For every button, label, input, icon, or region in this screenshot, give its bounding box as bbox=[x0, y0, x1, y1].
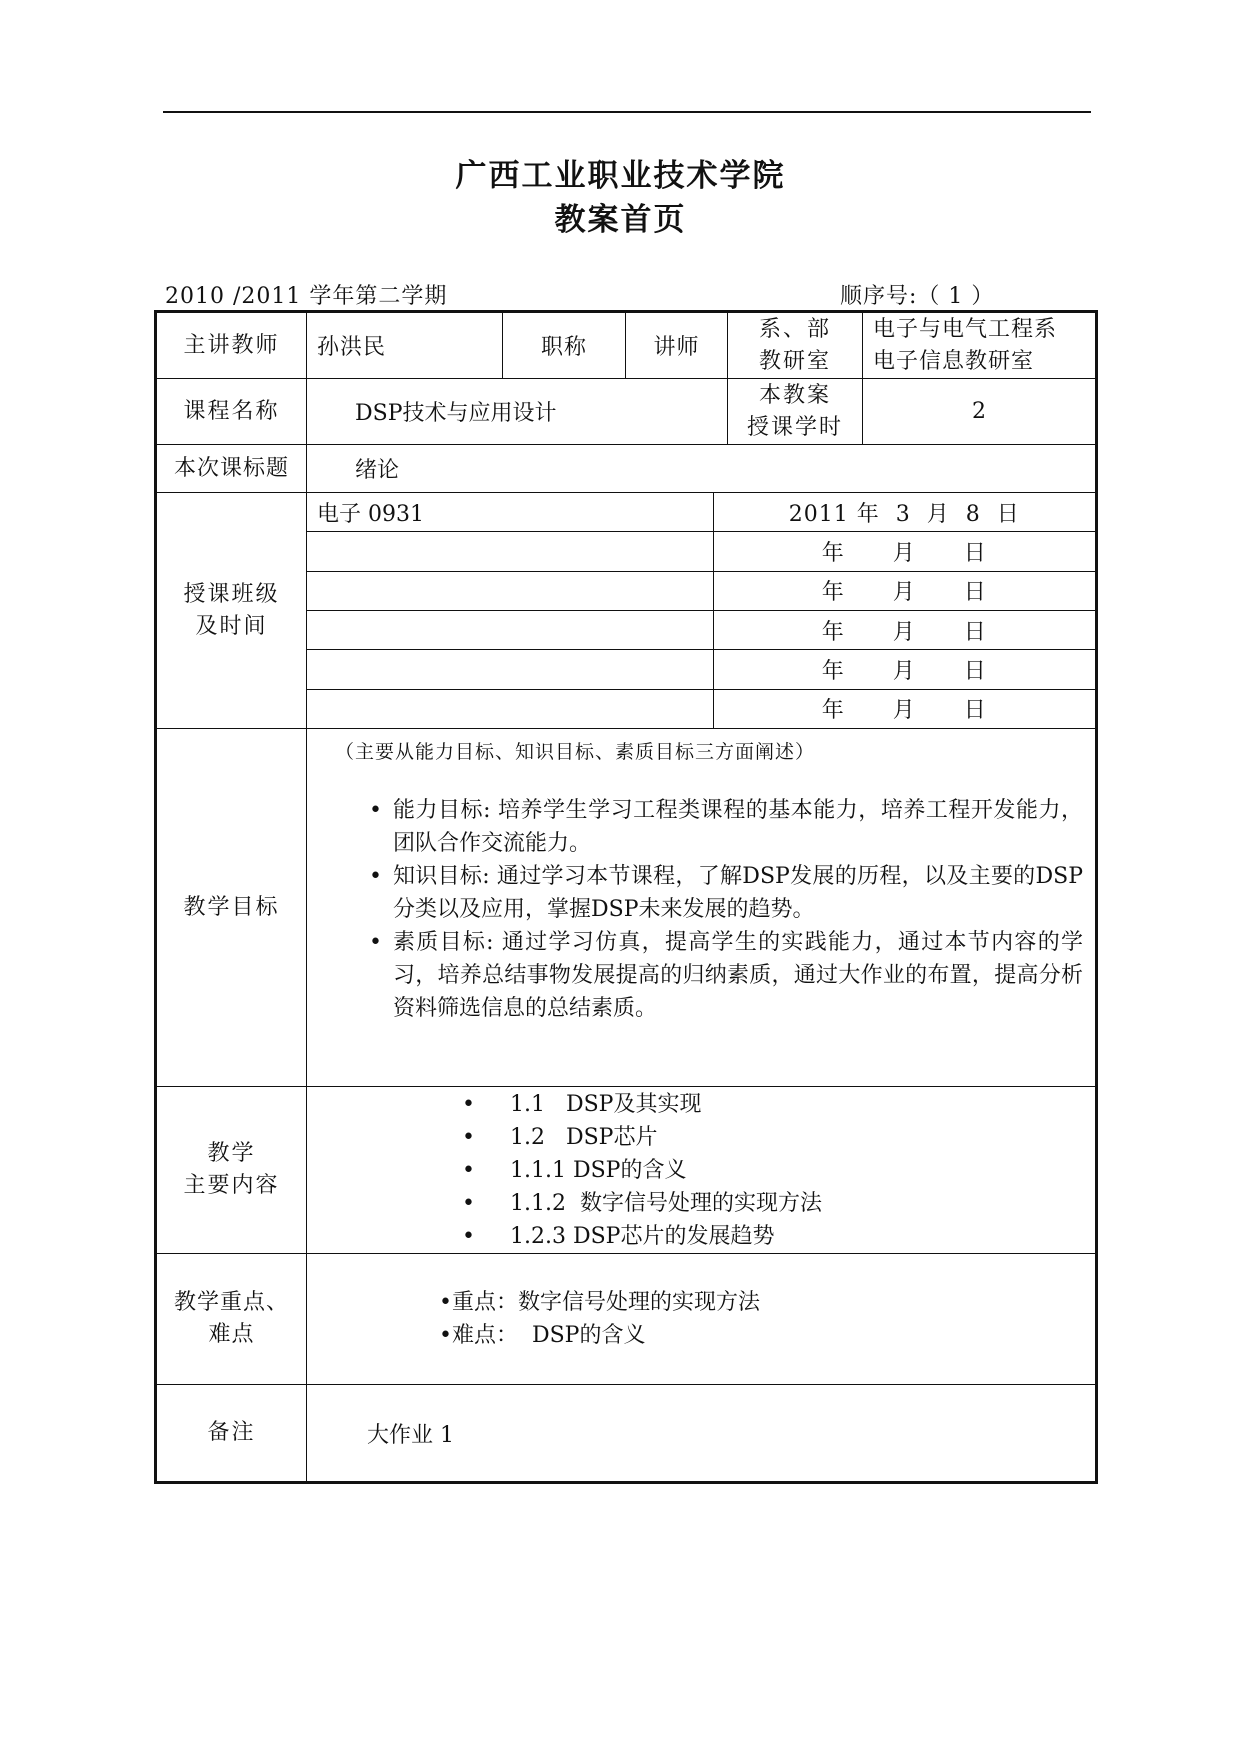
list-item bbox=[369, 794, 1083, 860]
bullet: • bbox=[462, 1190, 475, 1216]
school-name: 广西工业职业技术学院 bbox=[455, 158, 786, 194]
schedule-label-line2: 及时间 bbox=[195, 613, 268, 639]
schedule-row bbox=[307, 532, 1095, 571]
topic-label: 本次课标题 bbox=[156, 445, 307, 493]
keypoints-list bbox=[317, 1286, 1085, 1352]
content-label-line1: 教学 bbox=[207, 1141, 256, 1166]
class-name bbox=[307, 689, 713, 728]
content-text: 1.1.2 数字信号处理的实现方法 bbox=[510, 1190, 822, 1216]
table-row bbox=[156, 312, 1097, 379]
schedule-label bbox=[156, 493, 307, 729]
topic-value: 绪论 bbox=[307, 445, 1097, 493]
class-date: 2011 年 3 月 8 日 bbox=[713, 493, 1095, 532]
goal-text: 知识目标: 通过学习本节课程，了解DSP发展的历程，以及主要的DSP分类以及应用，掌握DSP未来发展的趋势。 bbox=[393, 864, 1083, 922]
table-row bbox=[156, 1385, 1097, 1483]
list-item bbox=[462, 1220, 1085, 1253]
goal-text: 素质目标: 通过学习仿真，提高学生的实践能力，通过本节内容的学习，培养总结事物发展提高的归纳素质，通过大作业的布置，提高分析资料筛选信息的总结素质。 bbox=[393, 930, 1083, 1021]
class-date: 年 月 日 bbox=[713, 650, 1095, 689]
dept-line1: 电子与电气工程系 bbox=[873, 316, 1058, 342]
list-item: •难点： DSP的含义 bbox=[439, 1323, 646, 1348]
content-list bbox=[317, 1088, 1085, 1253]
table-row bbox=[156, 445, 1097, 493]
hours-label-line2: 授课学时 bbox=[746, 414, 843, 440]
list-item: •重点：数字信号处理的实现方法 bbox=[439, 1290, 760, 1315]
table-row bbox=[156, 1254, 1097, 1385]
remarks-value: 大作业 1 bbox=[307, 1385, 1097, 1483]
keypoints-label-line2: 难点 bbox=[208, 1322, 255, 1347]
class-name bbox=[307, 610, 713, 649]
document-title: 教案首页 bbox=[554, 202, 687, 238]
table-row bbox=[156, 729, 1097, 1087]
list-item bbox=[369, 926, 1083, 1025]
keypoints-label-line1: 教学重点、 bbox=[173, 1290, 289, 1315]
class-name bbox=[307, 650, 713, 689]
course-label: 课程名称 bbox=[156, 379, 307, 445]
schedule-row bbox=[307, 650, 1095, 689]
dept-line2: 电子信息教研室 bbox=[873, 348, 1035, 374]
list-item bbox=[462, 1088, 1085, 1121]
schedule-table bbox=[307, 493, 1095, 728]
schedule-cell bbox=[307, 493, 1097, 729]
class-date: 年 月 日 bbox=[713, 689, 1095, 728]
content-text: 1.1.1 DSP的含义 bbox=[510, 1157, 687, 1183]
hours-label bbox=[728, 379, 863, 445]
table-row bbox=[156, 379, 1097, 445]
bullet: • bbox=[369, 930, 382, 955]
goals-cell bbox=[307, 729, 1097, 1087]
bullet: • bbox=[369, 864, 382, 889]
goals-list bbox=[319, 794, 1083, 1025]
bullet: • bbox=[462, 1124, 475, 1150]
term-text: 2010 /2011 学年第二学期 bbox=[165, 284, 448, 309]
hours-value: 2 bbox=[863, 379, 1097, 445]
dept-label bbox=[728, 312, 863, 379]
schedule-row bbox=[307, 689, 1095, 728]
hours-label-line1: 本教案 bbox=[758, 382, 831, 408]
sequence-number: 顺序号:（ 1 ） bbox=[840, 284, 995, 309]
teacher-label: 主讲教师 bbox=[156, 312, 307, 379]
bullet: • bbox=[369, 798, 382, 823]
class-date: 年 月 日 bbox=[713, 532, 1095, 571]
title-value: 讲师 bbox=[626, 312, 728, 379]
list-item bbox=[462, 1154, 1085, 1187]
content-label-line2: 主要内容 bbox=[183, 1173, 280, 1198]
remarks-label: 备注 bbox=[156, 1385, 307, 1483]
schedule-row bbox=[307, 571, 1095, 610]
keypoints-cell bbox=[307, 1254, 1097, 1385]
list-item bbox=[462, 1121, 1085, 1154]
class-name bbox=[307, 571, 713, 610]
bullet: • bbox=[462, 1091, 475, 1117]
bullet: • bbox=[462, 1157, 475, 1183]
class-name bbox=[307, 532, 713, 571]
bullet: • bbox=[462, 1223, 475, 1249]
content-label bbox=[156, 1087, 307, 1254]
course-name: DSP技术与应用设计 bbox=[307, 379, 728, 445]
dept-label-line2: 教研室 bbox=[758, 348, 831, 374]
top-rule bbox=[163, 111, 1091, 113]
content-cell bbox=[307, 1087, 1097, 1254]
list-item bbox=[369, 860, 1083, 926]
class-date: 年 月 日 bbox=[713, 571, 1095, 610]
table-row bbox=[156, 493, 1097, 729]
content-text: 1.2 DSP芯片 bbox=[510, 1124, 658, 1150]
lesson-plan-table bbox=[154, 310, 1098, 1484]
table-row bbox=[156, 1087, 1097, 1254]
class-name: 电子 0931 bbox=[307, 493, 713, 532]
schedule-row bbox=[307, 493, 1095, 532]
list-item bbox=[462, 1187, 1085, 1220]
schedule-label-line1: 授课班级 bbox=[183, 581, 280, 607]
class-date: 年 月 日 bbox=[713, 610, 1095, 649]
title-label: 职称 bbox=[503, 312, 626, 379]
goals-label: 教学目标 bbox=[156, 729, 307, 1087]
content-text: 1.2.3 DSP芯片的发展趋势 bbox=[510, 1223, 775, 1249]
dept-label-line1: 系、部 bbox=[758, 316, 831, 342]
keypoints-label bbox=[156, 1254, 307, 1385]
dept-value bbox=[863, 312, 1097, 379]
content-text: 1.1 DSP及其实现 bbox=[510, 1091, 702, 1117]
schedule-row bbox=[307, 610, 1095, 649]
teacher-name: 孙洪民 bbox=[307, 312, 503, 379]
goal-text: 能力目标: 培养学生学习工程类课程的基本能力，培养工程开发能力，团队合作交流能力。 bbox=[393, 798, 1083, 856]
goals-note: （主要从能力目标、知识目标、素质目标三方面阐述） bbox=[335, 741, 816, 763]
